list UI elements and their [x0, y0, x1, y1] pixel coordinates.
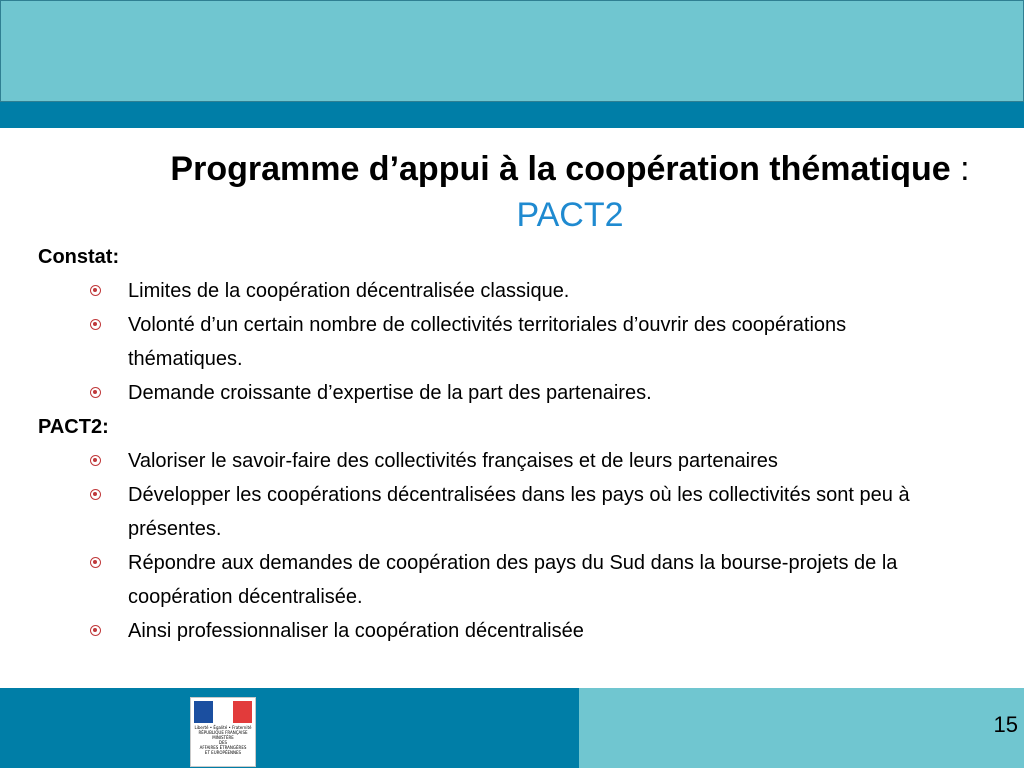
list-item-text: Demande croissante d’expertise de la part des partenaires.	[128, 382, 652, 404]
radio-bullet-icon	[90, 455, 101, 466]
logo-ministry-line: MINISTÈRE	[212, 735, 234, 740]
header-band	[0, 0, 1024, 102]
section-label-constat: Constat:	[38, 246, 120, 268]
list-item	[38, 614, 938, 648]
logo-motto: Liberté • Égalité • Fraternité	[194, 725, 252, 730]
marianne-logo-icon	[190, 697, 256, 767]
list-item-text: Répondre aux demandes de coopération des pays du Sud dans la bourse-projets de la coopération décentralisée.	[128, 552, 898, 608]
footer-band-right	[579, 688, 1024, 768]
list-item	[38, 376, 938, 410]
list-item-text: Volonté d’un certain nombre de collectivités territoriales d’ouvrir des coopérations thématiques.	[128, 314, 847, 370]
logo-text	[192, 725, 254, 755]
radio-bullet-icon	[90, 319, 101, 330]
radio-bullet-icon	[90, 625, 101, 636]
radio-bullet-icon	[90, 557, 101, 568]
slide-title	[170, 146, 970, 238]
header-stripe	[0, 102, 1024, 128]
list-item	[38, 478, 938, 546]
list-item	[38, 308, 938, 376]
logo-republic: RÉPUBLIQUE FRANÇAISE	[198, 730, 248, 735]
section-label-pact2: PACT2:	[38, 416, 109, 438]
slide-title-separator: :	[950, 150, 970, 188]
logo-flag	[194, 701, 252, 723]
list-item-text: Ainsi professionnaliser la coopération décentralisée	[128, 620, 584, 642]
logo-ministry-line: ET EUROPÉENNES	[204, 750, 242, 755]
pact2-list	[38, 444, 938, 648]
radio-bullet-icon	[90, 285, 101, 296]
logo-ministry-line: DES	[218, 740, 228, 745]
slide-title-accent: PACT2	[516, 196, 624, 234]
list-item	[38, 274, 938, 308]
list-item	[38, 546, 938, 614]
radio-bullet-icon	[90, 387, 101, 398]
constat-list	[38, 274, 938, 410]
list-item-text: Limites de la coopération décentralisée classique.	[128, 280, 570, 302]
slide-title-main: Programme d’appui à la coopération thématique	[170, 150, 951, 188]
list-item	[38, 444, 938, 478]
radio-bullet-icon	[90, 489, 101, 500]
logo-ministry-line: AFFAIRES ÉTRANGÈRES	[199, 745, 247, 750]
list-item-text: Développer les coopérations décentralisées dans les pays où les collectivités sont peu à présentes.	[128, 484, 910, 540]
list-item-text: Valoriser le savoir-faire des collectivités françaises et de leurs partenaires	[128, 450, 778, 472]
page-number: 15	[993, 712, 1018, 737]
footer-band-left	[0, 688, 579, 768]
slide-body	[38, 240, 938, 648]
